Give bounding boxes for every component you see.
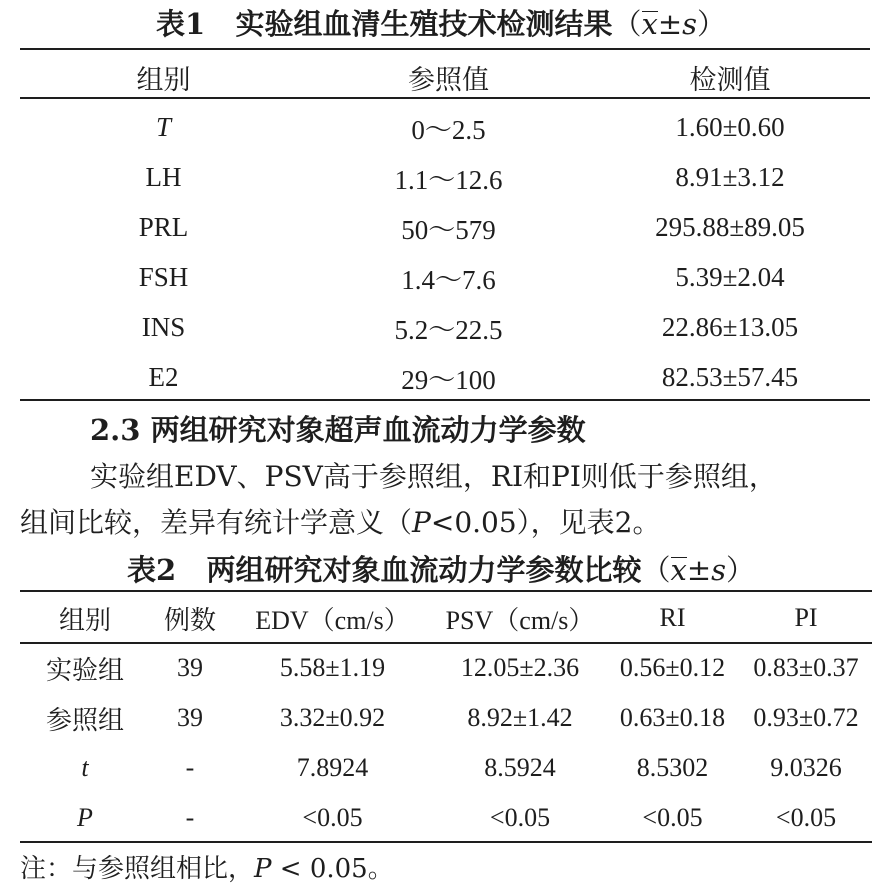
p-symbol: P (412, 506, 431, 539)
footnote-text: < 0.05。 (271, 854, 394, 884)
table1-header-cell: 组别 (136, 64, 191, 95)
table1 (20, 52, 870, 402)
table1-cell: 29～100 (401, 364, 496, 395)
section-paragraph-line1 (90, 455, 777, 495)
table2-cell: 8.92±1.42 (467, 703, 573, 732)
table2-cell: t (81, 753, 89, 782)
table1-caption-label: 表1 (155, 7, 206, 41)
table2-cell: 3.32±0.92 (279, 703, 386, 732)
table1-cell: 1.60±0.60 (675, 111, 785, 142)
table1-caption-stat-s: s (682, 7, 698, 41)
table1-cell: 0～2.5 (411, 114, 486, 145)
table1-caption (0, 2, 882, 43)
table2-header-cell: 组别 (58, 605, 111, 635)
table1-top-rule (20, 48, 870, 50)
table2-cell: - (185, 753, 195, 782)
table1-header-cell: 检测值 (689, 64, 771, 95)
table1-cell: 50～579 (401, 214, 496, 245)
table-row (20, 302, 870, 352)
table2-cell: 8.5302 (636, 753, 709, 782)
table1-caption-stat-close: ） (697, 7, 727, 41)
table1-caption-title: 实验组血清生殖技术检测结果 (235, 7, 613, 41)
table1-cell: T (155, 111, 172, 142)
table2-cell: 0.63±0.18 (619, 703, 726, 732)
table-row (20, 152, 870, 202)
table-row (20, 102, 870, 152)
table2-cell: 8.5924 (484, 753, 556, 782)
table-row (20, 693, 872, 743)
table1-header-row (20, 52, 870, 102)
table-row (20, 352, 870, 402)
table1-cell: 8.91±3.12 (675, 161, 785, 192)
table2-cell: <0.05 (302, 803, 363, 832)
table2-cell: <0.05 (642, 803, 703, 832)
table2-cell: 0.93±0.72 (753, 703, 859, 732)
table2-cell: 参照组 (45, 705, 124, 735)
table2-cell: 5.58±1.19 (279, 653, 386, 682)
table2-footnote (20, 848, 394, 885)
table1-cell: 5.39±2.04 (675, 261, 785, 292)
table-row (20, 202, 870, 252)
table1-cell: FSH (138, 261, 189, 292)
paragraph-text: <0.05），见表2。 (430, 506, 661, 539)
table2-top-rule (20, 590, 872, 592)
table2-cell: 0.56±0.12 (619, 653, 726, 682)
table1-cell: E2 (148, 361, 179, 392)
table2-caption-stat-pm: ± (686, 553, 712, 587)
table1-cell: 1.4～7.6 (401, 264, 496, 295)
table1-caption-stat-x: x (641, 7, 658, 41)
table2-header-cell: RI (659, 603, 686, 632)
table2 (20, 593, 872, 843)
table1-cell: 295.88±89.05 (655, 211, 805, 242)
table2-cell: P (77, 803, 93, 832)
table2-cell: 实验组 (45, 655, 124, 685)
table2-header-cell: PSV（cm/s） (445, 605, 595, 635)
p-symbol: P (254, 854, 272, 884)
table2-cell: <0.05 (775, 803, 837, 832)
table1-cell: 82.53±57.45 (661, 361, 799, 392)
table1-caption-stat-open: （ (612, 7, 642, 41)
table2-caption-title: 两组研究对象血流动力学参数比较 (206, 553, 642, 587)
table2-caption (0, 548, 882, 589)
table2-header-cell: 例数 (163, 605, 216, 635)
table1-cell: 5.2～22.5 (394, 314, 503, 345)
table1-caption-stat-pm: ± (657, 7, 683, 41)
table2-cell: 12.05±2.36 (460, 653, 580, 682)
table1-cell: 1.1～12.6 (394, 164, 503, 195)
table2-cell: 0.83±0.37 (753, 653, 859, 682)
table2-caption-stat-x: x (670, 553, 687, 587)
table1-cell: 22.86±13.05 (661, 311, 799, 342)
table1-cell: LH (145, 161, 182, 192)
table-row (20, 793, 872, 843)
table-row (20, 252, 870, 302)
section-heading-number: 2.3 (90, 413, 141, 447)
paragraph-text: 组间比较，差异有统计学意义（ (20, 506, 413, 539)
table2-cell: - (185, 803, 195, 832)
table1-cell: INS (141, 311, 186, 342)
table2-caption-stat-s: s (711, 553, 727, 587)
table2-caption-stat-close: ） (726, 553, 756, 587)
table2-cell: 39 (177, 653, 203, 682)
table2-cell: 39 (177, 703, 203, 732)
table2-header-row (20, 593, 872, 643)
table1-header-cell: 参照值 (408, 64, 489, 95)
paragraph-text: 实验组EDV、PSV高于参照组，RI和PI则低于参照组， (90, 460, 777, 493)
section-paragraph-line2 (20, 501, 660, 541)
table-row (20, 743, 872, 793)
section-heading-text: 两组研究对象超声血流动力学参数 (150, 413, 586, 447)
table2-caption-label: 表2 (126, 553, 177, 587)
table2-cell: 9.0326 (770, 753, 842, 782)
section-heading (90, 408, 586, 449)
table-row (20, 643, 872, 693)
table2-caption-stat-open: （ (641, 553, 671, 587)
table2-cell: <0.05 (489, 803, 551, 832)
table2-header-cell: EDV（cm/s） (255, 605, 410, 635)
table2-header-cell: PI (794, 603, 818, 632)
table2-cell: 7.8924 (296, 753, 369, 782)
footnote-text: 注：与参照组相比， (20, 854, 255, 884)
table1-cell: PRL (138, 211, 189, 242)
